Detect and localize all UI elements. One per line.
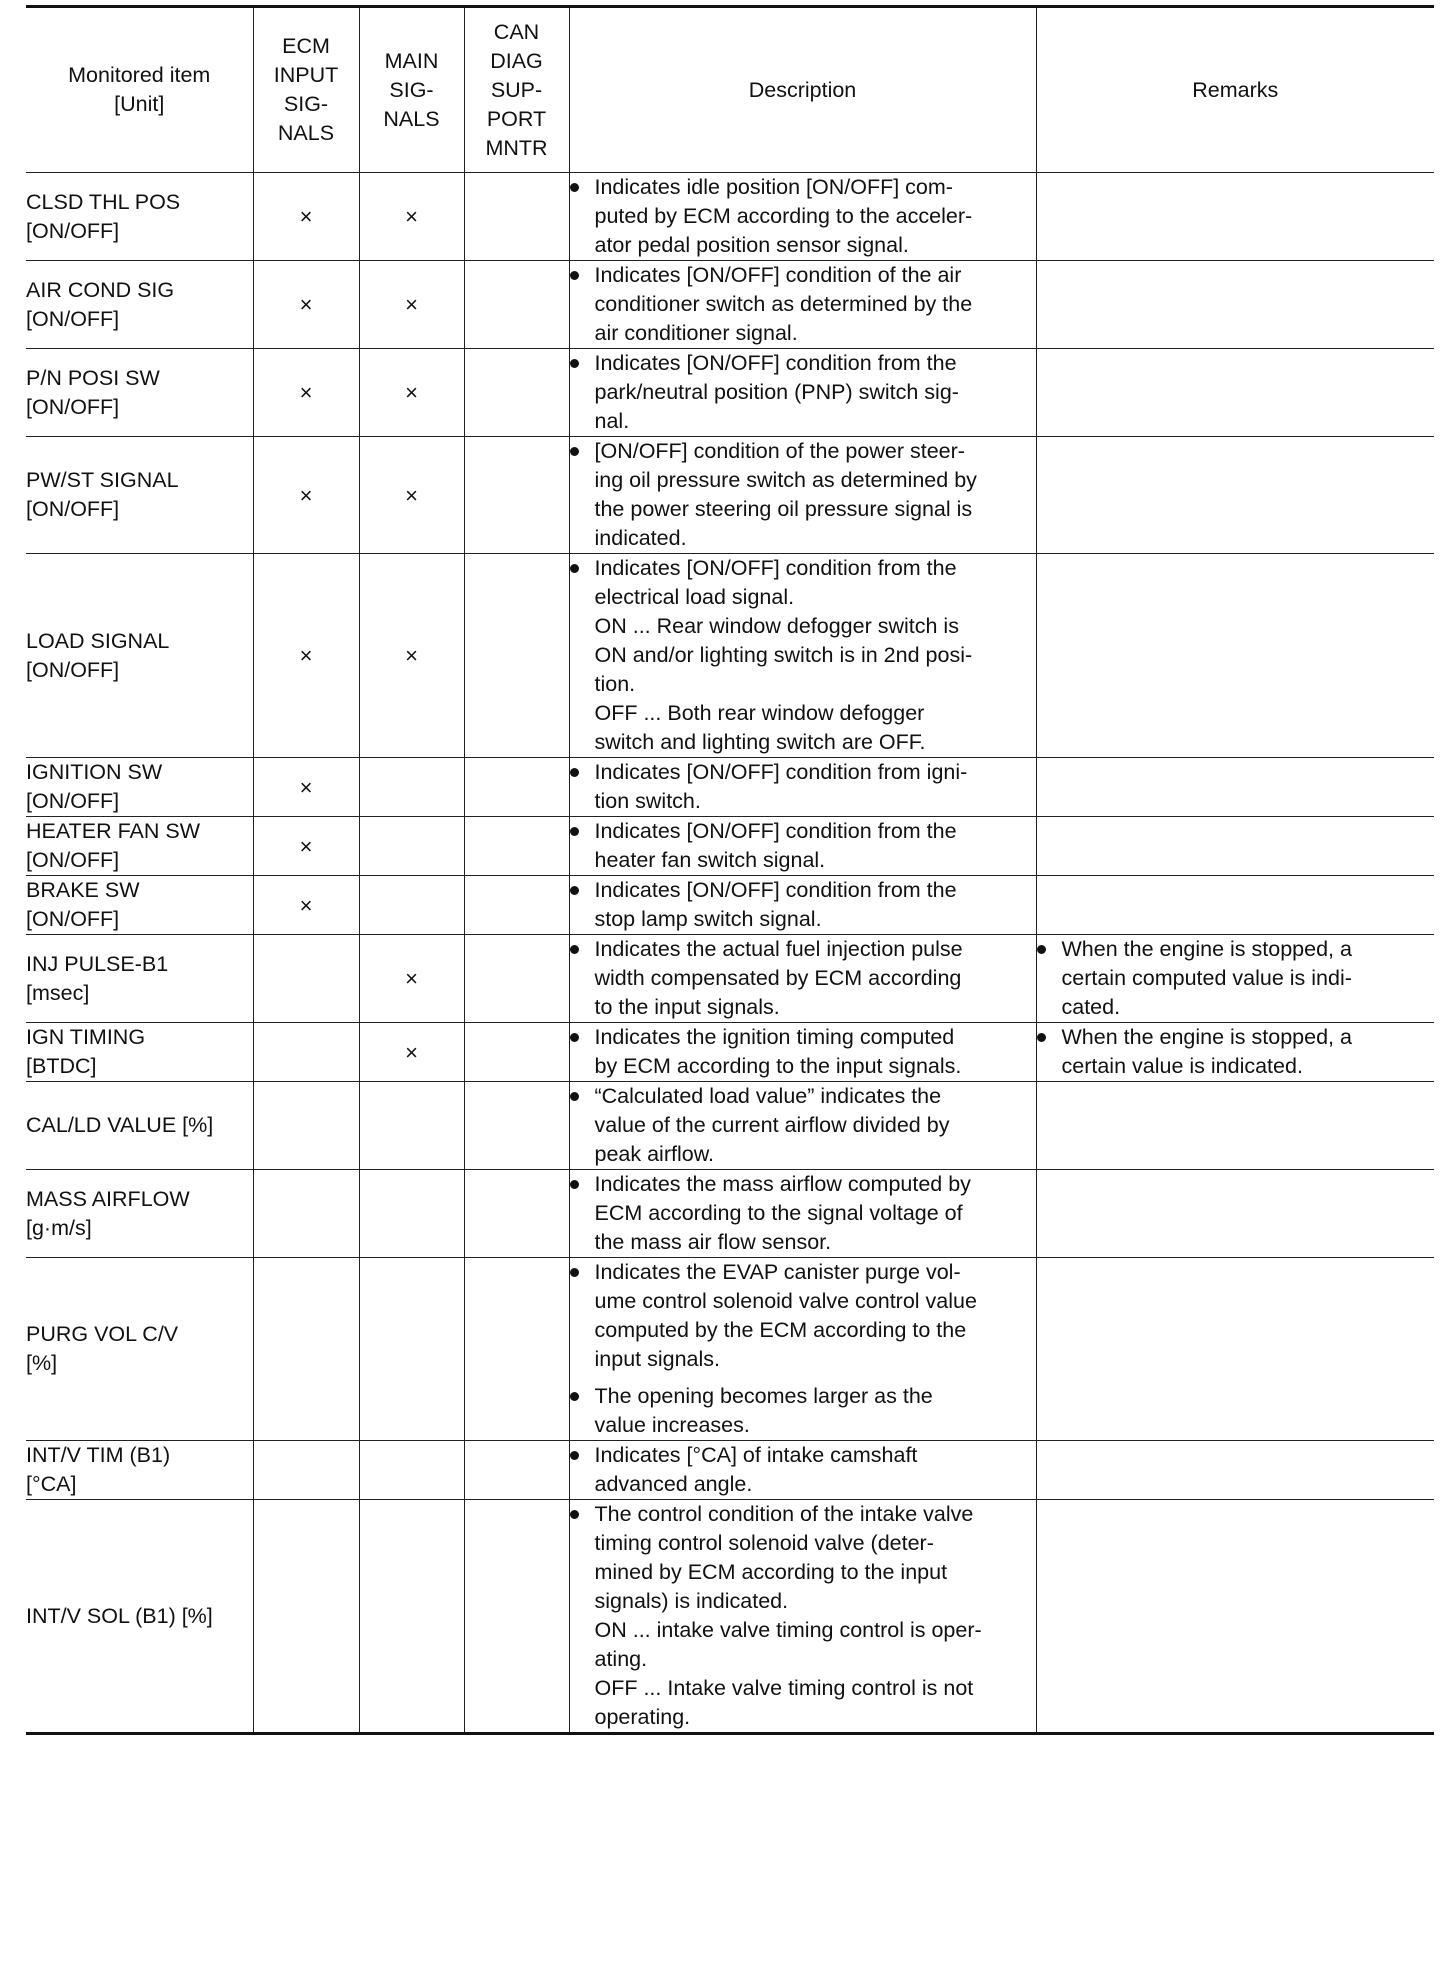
- description-bullet: Indicates the EVAP canister purge vol- ume control solenoid valve control value computed by the ECM according to the input signals.: [570, 1258, 1036, 1374]
- remarks-cell: [1036, 935, 1434, 1023]
- header-description: Description: [569, 7, 1036, 173]
- can-diag-support-mark: [464, 437, 569, 554]
- table-row: [26, 1500, 1434, 1734]
- ecm-input-signal-mark: ×: [253, 554, 359, 758]
- main-signal-mark: [359, 1441, 464, 1500]
- monitored-item-cell: INT/V TIM (B1) [°CA]: [26, 1441, 253, 1500]
- can-diag-support-mark: [464, 876, 569, 935]
- ecm-input-signal-mark: [253, 1441, 359, 1500]
- monitored-item-table: [26, 5, 1434, 1735]
- monitored-item-cell: IGNITION SW [ON/OFF]: [26, 758, 253, 817]
- ecm-input-signal-mark: [253, 1500, 359, 1734]
- can-diag-support-mark: [464, 261, 569, 349]
- remarks-cell: [1036, 554, 1434, 758]
- remarks-cell: [1036, 1441, 1434, 1500]
- can-diag-support-mark: [464, 817, 569, 876]
- description-bullet: [ON/OFF] condition of the power steer- ing oil pressure switch as determined by the power steering oil pressure signal is indicated.: [570, 437, 1036, 553]
- can-diag-support-mark: [464, 554, 569, 758]
- ecm-input-signal-mark: [253, 1082, 359, 1170]
- main-signal-mark: [359, 1170, 464, 1258]
- description-bullet: Indicates the mass airflow computed by ECM according to the signal voltage of the mass air flow sensor.: [570, 1170, 1036, 1257]
- main-signal-mark: [359, 876, 464, 935]
- ecm-input-signal-mark: ×: [253, 876, 359, 935]
- header-ecm-input-signals: ECM INPUT SIG- NALS: [253, 7, 359, 173]
- can-diag-support-mark: [464, 1170, 569, 1258]
- ecm-input-signal-mark: ×: [253, 261, 359, 349]
- description-bullet: The opening becomes larger as the value increases.: [570, 1382, 1036, 1440]
- header-main-signals: MAIN SIG- NALS: [359, 7, 464, 173]
- description-cell: [569, 1170, 1036, 1258]
- main-signal-mark: [359, 758, 464, 817]
- ecm-input-signal-mark: ×: [253, 437, 359, 554]
- monitored-item-cell: IGN TIMING [BTDC]: [26, 1023, 253, 1082]
- monitored-item-cell: MASS AIRFLOW [g·m/s]: [26, 1170, 253, 1258]
- remarks-cell: [1036, 437, 1434, 554]
- description-cell: [569, 349, 1036, 437]
- ecm-input-signal-mark: ×: [253, 349, 359, 437]
- remarks-cell: [1036, 758, 1434, 817]
- table-row: [26, 935, 1434, 1023]
- description-bullet: Indicates [ON/OFF] condition from the park/neutral position (PNP) switch sig- nal.: [570, 349, 1036, 436]
- monitored-item-cell: PURG VOL C/V [%]: [26, 1258, 253, 1441]
- remarks-cell: [1036, 261, 1434, 349]
- can-diag-support-mark: [464, 1500, 569, 1734]
- description-cell: [569, 1258, 1036, 1441]
- main-signal-mark: ×: [359, 554, 464, 758]
- can-diag-support-mark: [464, 935, 569, 1023]
- can-diag-support-mark: [464, 1082, 569, 1170]
- can-diag-support-mark: [464, 1441, 569, 1500]
- monitored-item-cell: LOAD SIGNAL [ON/OFF]: [26, 554, 253, 758]
- description-cell: [569, 554, 1036, 758]
- remarks-cell: [1036, 173, 1434, 261]
- ecm-input-signal-mark: ×: [253, 758, 359, 817]
- description-bullet: Indicates [ON/OFF] condition from the heater fan switch signal.: [570, 817, 1036, 875]
- monitored-item-cell: INJ PULSE-B1 [msec]: [26, 935, 253, 1023]
- remarks-cell: [1036, 876, 1434, 935]
- description-cell: [569, 935, 1036, 1023]
- main-signal-mark: ×: [359, 349, 464, 437]
- description-cell: [569, 261, 1036, 349]
- table-row: [26, 349, 1434, 437]
- remarks-cell: [1036, 1023, 1434, 1082]
- monitored-item-cell: AIR COND SIG [ON/OFF]: [26, 261, 253, 349]
- remarks-cell: [1036, 1258, 1434, 1441]
- description-cell: [569, 1082, 1036, 1170]
- table-row: [26, 1082, 1434, 1170]
- description-cell: [569, 817, 1036, 876]
- table-row: [26, 1170, 1434, 1258]
- table-row: [26, 173, 1434, 261]
- can-diag-support-mark: [464, 758, 569, 817]
- table-row: [26, 1023, 1434, 1082]
- main-signal-mark: [359, 1500, 464, 1734]
- ecm-input-signal-mark: [253, 1258, 359, 1441]
- monitored-item-cell: P/N POSI SW [ON/OFF]: [26, 349, 253, 437]
- description-bullet: The control condition of the intake valve timing control solenoid valve (deter- mined by ECM according to the input signals) is indicated. ON ... intake valve timing control is oper- ating. OFF ... Intake valve timing control is not operating.: [570, 1500, 1036, 1732]
- monitored-item-cell: PW/ST SIGNAL [ON/OFF]: [26, 437, 253, 554]
- remark-bullet: When the engine is stopped, a certain computed value is indi- cated.: [1037, 935, 1435, 1022]
- ecm-input-signal-mark: ×: [253, 817, 359, 876]
- header-remarks: Remarks: [1036, 7, 1434, 173]
- description-bullet: Indicates idle position [ON/OFF] com- puted by ECM according to the acceler- ator pedal position sensor signal.: [570, 173, 1036, 260]
- description-cell: [569, 758, 1036, 817]
- main-signal-mark: [359, 1258, 464, 1441]
- can-diag-support-mark: [464, 1023, 569, 1082]
- main-signal-mark: ×: [359, 1023, 464, 1082]
- can-diag-support-mark: [464, 349, 569, 437]
- table-row: [26, 876, 1434, 935]
- table-row: [26, 758, 1434, 817]
- remarks-cell: [1036, 349, 1434, 437]
- description-bullet: Indicates the actual fuel injection pulse width compensated by ECM according to the input signals.: [570, 935, 1036, 1022]
- monitored-item-cell: CAL/LD VALUE [%]: [26, 1082, 253, 1170]
- monitored-item-cell: CLSD THL POS [ON/OFF]: [26, 173, 253, 261]
- ecm-input-signal-mark: ×: [253, 173, 359, 261]
- can-diag-support-mark: [464, 173, 569, 261]
- table-row: [26, 1441, 1434, 1500]
- description-bullet: Indicates [ON/OFF] condition from igni- tion switch.: [570, 758, 1036, 816]
- remarks-cell: [1036, 1082, 1434, 1170]
- table-row: [26, 554, 1434, 758]
- monitored-item-cell: INT/V SOL (B1) [%]: [26, 1500, 253, 1734]
- header-can-diag-support-mntr: CAN DIAG SUP- PORT MNTR: [464, 7, 569, 173]
- table-row: [26, 261, 1434, 349]
- remarks-cell: [1036, 1500, 1434, 1734]
- description-bullet: “Calculated load value” indicates the value of the current airflow divided by peak airflow.: [570, 1082, 1036, 1169]
- description-cell: [569, 173, 1036, 261]
- table-body: [26, 173, 1434, 1734]
- description-bullet: Indicates [ON/OFF] condition of the air conditioner switch as determined by the air conditioner signal.: [570, 261, 1036, 348]
- header-row: [26, 7, 1434, 173]
- ecm-input-signal-mark: [253, 1023, 359, 1082]
- ecm-input-signal-mark: [253, 935, 359, 1023]
- main-signal-mark: [359, 1082, 464, 1170]
- remark-bullet: When the engine is stopped, a certain value is indicated.: [1037, 1023, 1435, 1081]
- description-cell: [569, 876, 1036, 935]
- description-cell: [569, 1441, 1036, 1500]
- main-signal-mark: ×: [359, 437, 464, 554]
- description-bullet: Indicates [ON/OFF] condition from the electrical load signal. ON ... Rear window defogger switch is ON and/or lighting switch is in 2nd posi- tion. OFF ... Both rear window defogger switch and lighting switch are OFF.: [570, 554, 1036, 757]
- main-signal-mark: ×: [359, 935, 464, 1023]
- description-cell: [569, 437, 1036, 554]
- table-row: [26, 817, 1434, 876]
- main-signal-mark: ×: [359, 261, 464, 349]
- remarks-cell: [1036, 1170, 1434, 1258]
- remarks-cell: [1036, 817, 1434, 876]
- main-signal-mark: ×: [359, 173, 464, 261]
- can-diag-support-mark: [464, 1258, 569, 1441]
- monitored-item-cell: BRAKE SW [ON/OFF]: [26, 876, 253, 935]
- monitored-item-cell: HEATER FAN SW [ON/OFF]: [26, 817, 253, 876]
- description-bullet: Indicates the ignition timing computed by ECM according to the input signals.: [570, 1023, 1036, 1081]
- header-monitored-item: Monitored item [Unit]: [26, 7, 253, 173]
- description-bullet: Indicates [ON/OFF] condition from the stop lamp switch signal.: [570, 876, 1036, 934]
- description-cell: [569, 1500, 1036, 1734]
- table-row: [26, 1258, 1434, 1441]
- main-signal-mark: [359, 817, 464, 876]
- description-bullet: Indicates [°CA] of intake camshaft advanced angle.: [570, 1441, 1036, 1499]
- description-cell: [569, 1023, 1036, 1082]
- table-row: [26, 437, 1434, 554]
- ecm-input-signal-mark: [253, 1170, 359, 1258]
